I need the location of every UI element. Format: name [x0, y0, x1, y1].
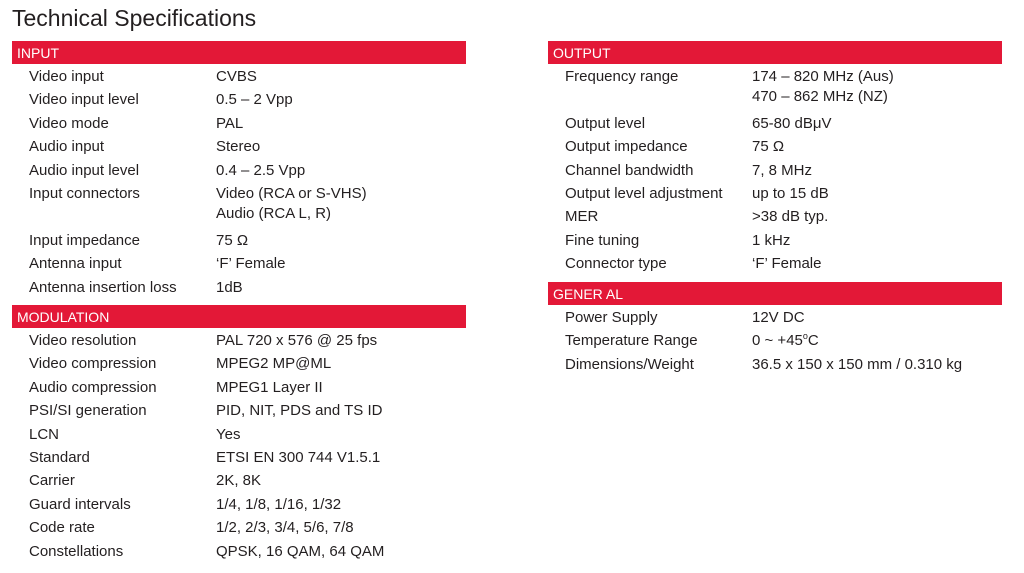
spec-value — [216, 401, 466, 421]
spec-value — [752, 161, 1002, 181]
spec-value — [216, 67, 466, 87]
spec-row — [12, 184, 466, 223]
spec-row — [12, 114, 466, 134]
spec-row — [548, 114, 1002, 134]
spec-label: Constellations — [29, 542, 124, 560]
spec-label: Audio compression — [29, 378, 157, 396]
spec-value-line: ‘F’ Female — [216, 255, 286, 273]
spec-label: Code rate — [29, 519, 95, 537]
spec-value — [216, 471, 466, 491]
spec-value-line: 36.5 x 150 x 150 mm / 0.310 kg — [752, 355, 963, 373]
spec-row — [12, 425, 466, 445]
spec-value-line: PAL — [216, 114, 244, 132]
spec-label: Output level adjustment — [565, 184, 723, 202]
spec-row — [548, 231, 1002, 251]
spec-value — [752, 331, 1002, 351]
spec-label: Antenna input — [29, 255, 122, 273]
spec-value-line: 12V DC — [752, 309, 805, 326]
spec-value — [216, 184, 466, 223]
spec-value — [216, 542, 466, 562]
spec-row — [12, 161, 466, 181]
spec-value — [216, 425, 466, 445]
spec-value — [216, 161, 466, 181]
spec-value-line: 0.5 – 2 Vpp — [216, 91, 293, 109]
spec-label: Video mode — [29, 114, 109, 132]
spec-row — [12, 231, 466, 251]
modulation-section-header: MODULATION — [12, 305, 466, 328]
spec-value-line: 1/4, 1/8, 1/16, 1/32 — [216, 495, 342, 513]
spec-row — [548, 184, 1002, 204]
spec-value-line: 7, 8 MHz — [752, 161, 813, 179]
spec-label: Video input level — [29, 91, 139, 109]
spec-row — [12, 331, 466, 351]
output-section-header: OUTPUT — [548, 41, 1002, 64]
spec-label: Temperature Range — [565, 332, 698, 350]
spec-row — [12, 542, 466, 562]
spec-value-line: Yes — [216, 425, 241, 443]
spec-label: Channel bandwidth — [565, 161, 694, 179]
spec-label: Frequency range — [565, 68, 679, 85]
spec-label: Connector type — [565, 255, 667, 273]
spec-value-line: 0.4 – 2.5 Vpp — [216, 161, 306, 179]
general-section-header: GENER AL — [548, 282, 1002, 305]
input-spec-list — [12, 64, 466, 299]
spec-value-unit: C — [807, 332, 819, 350]
spec-label: Power Supply — [565, 309, 658, 326]
spec-label: Guard intervals — [29, 495, 131, 513]
spec-value-line: up to 15 dB — [752, 184, 829, 202]
spec-row — [12, 90, 466, 110]
spec-label: Fine tuning — [565, 231, 640, 249]
spec-row — [12, 401, 466, 421]
page-title: Technical Specifications — [12, 5, 257, 31]
modulation-spec-list — [12, 328, 466, 563]
spec-value — [216, 90, 466, 110]
spec-value — [752, 231, 1002, 251]
spec-row — [548, 355, 1002, 375]
spec-label: Input impedance — [29, 231, 140, 249]
spec-value-line: >38 dB typ. — [752, 208, 829, 226]
modulation-section — [12, 305, 466, 563]
spec-label: Audio input level — [29, 161, 140, 179]
spec-label: Dimensions/Weight — [565, 355, 694, 373]
spec-value-line: Video (RCA or S-VHS) — [216, 184, 367, 202]
spec-label: Video resolution — [29, 332, 137, 349]
general-section — [548, 282, 1002, 376]
spec-value — [216, 448, 466, 468]
spec-value-line: CVBS — [216, 68, 257, 85]
spec-value-line: 1 kHz — [752, 231, 791, 249]
spec-row — [12, 278, 466, 298]
spec-row — [548, 308, 1002, 328]
spec-value — [752, 114, 1002, 134]
degree-superscript: o — [802, 331, 808, 342]
spec-row — [12, 518, 466, 538]
spec-row — [12, 137, 466, 157]
spec-value — [216, 254, 466, 274]
spec-label: Output level — [565, 114, 646, 132]
spec-value — [216, 231, 466, 251]
spec-value — [216, 331, 466, 351]
spec-row — [12, 67, 466, 87]
spec-value — [216, 137, 466, 157]
input-section-header: INPUT — [12, 41, 466, 64]
spec-row — [548, 207, 1002, 227]
spec-row — [548, 67, 1002, 106]
spec-label: Input connectors — [29, 184, 140, 202]
spec-value — [752, 207, 1002, 227]
spec-value-line: MPEG1 Layer II — [216, 378, 323, 396]
spec-value — [216, 278, 466, 298]
spec-row — [12, 354, 466, 374]
spec-value — [752, 67, 1002, 106]
spec-row — [548, 254, 1002, 274]
spec-value-line: MPEG2 MP@ML — [216, 355, 332, 373]
spec-value — [216, 354, 466, 374]
spec-value-line: Audio (RCA L, R) — [216, 204, 332, 222]
spec-label: MER — [565, 208, 599, 226]
spec-label: Antenna insertion loss — [29, 278, 177, 296]
spec-label: Standard — [29, 448, 90, 466]
spec-value-line: PID, NIT, PDS and TS ID — [216, 402, 383, 420]
spec-row — [548, 161, 1002, 181]
spec-row — [548, 137, 1002, 157]
spec-value-line: 75 Ω — [216, 231, 249, 249]
spec-value — [216, 495, 466, 515]
spec-label: Video compression — [29, 355, 157, 373]
spec-row — [12, 448, 466, 468]
spec-value — [752, 254, 1002, 274]
spec-value — [752, 308, 1002, 328]
spec-row — [12, 495, 466, 515]
spec-row — [548, 331, 1002, 351]
spec-value-line: 1dB — [216, 278, 243, 296]
spec-value — [216, 114, 466, 134]
output-section — [548, 41, 1002, 276]
spec-value-text: 0 ~ +45 — [752, 332, 803, 350]
spec-label: Output impedance — [565, 138, 688, 156]
input-section — [12, 41, 466, 299]
spec-value — [216, 518, 466, 538]
spec-label: Video input — [29, 68, 104, 85]
spec-value-line: 2K, 8K — [216, 472, 262, 490]
general-spec-list — [548, 305, 1002, 376]
spec-value-line: 65-80 dBμV — [752, 114, 832, 132]
spec-value-line: ‘F’ Female — [752, 255, 822, 273]
spec-row — [12, 254, 466, 274]
spec-value-line: 470 – 862 MHz (NZ) — [752, 87, 888, 105]
spec-value-line: QPSK, 16 QAM, 64 QAM — [216, 542, 385, 560]
spec-value — [216, 378, 466, 398]
spec-value-line: ETSI EN 300 744 V1.5.1 — [216, 448, 381, 466]
spec-value-line: PAL 720 x 576 @ 25 fps — [216, 332, 378, 349]
spec-value — [752, 137, 1002, 157]
spec-value — [752, 184, 1002, 204]
spec-label: LCN — [29, 425, 60, 443]
output-spec-list — [548, 64, 1002, 276]
spec-value-line: 75 Ω — [752, 138, 785, 156]
spec-row — [12, 471, 466, 491]
spec-value-line: Stereo — [216, 138, 261, 156]
spec-label: PSI/SI generation — [29, 402, 147, 420]
spec-value — [752, 355, 1002, 375]
spec-value-line: 1/2, 2/3, 3/4, 5/6, 7/8 — [216, 519, 354, 537]
spec-label: Audio input — [29, 138, 105, 156]
spec-value-line: 174 – 820 MHz (Aus) — [752, 68, 894, 85]
spec-row — [12, 378, 466, 398]
spec-label: Carrier — [29, 472, 75, 490]
